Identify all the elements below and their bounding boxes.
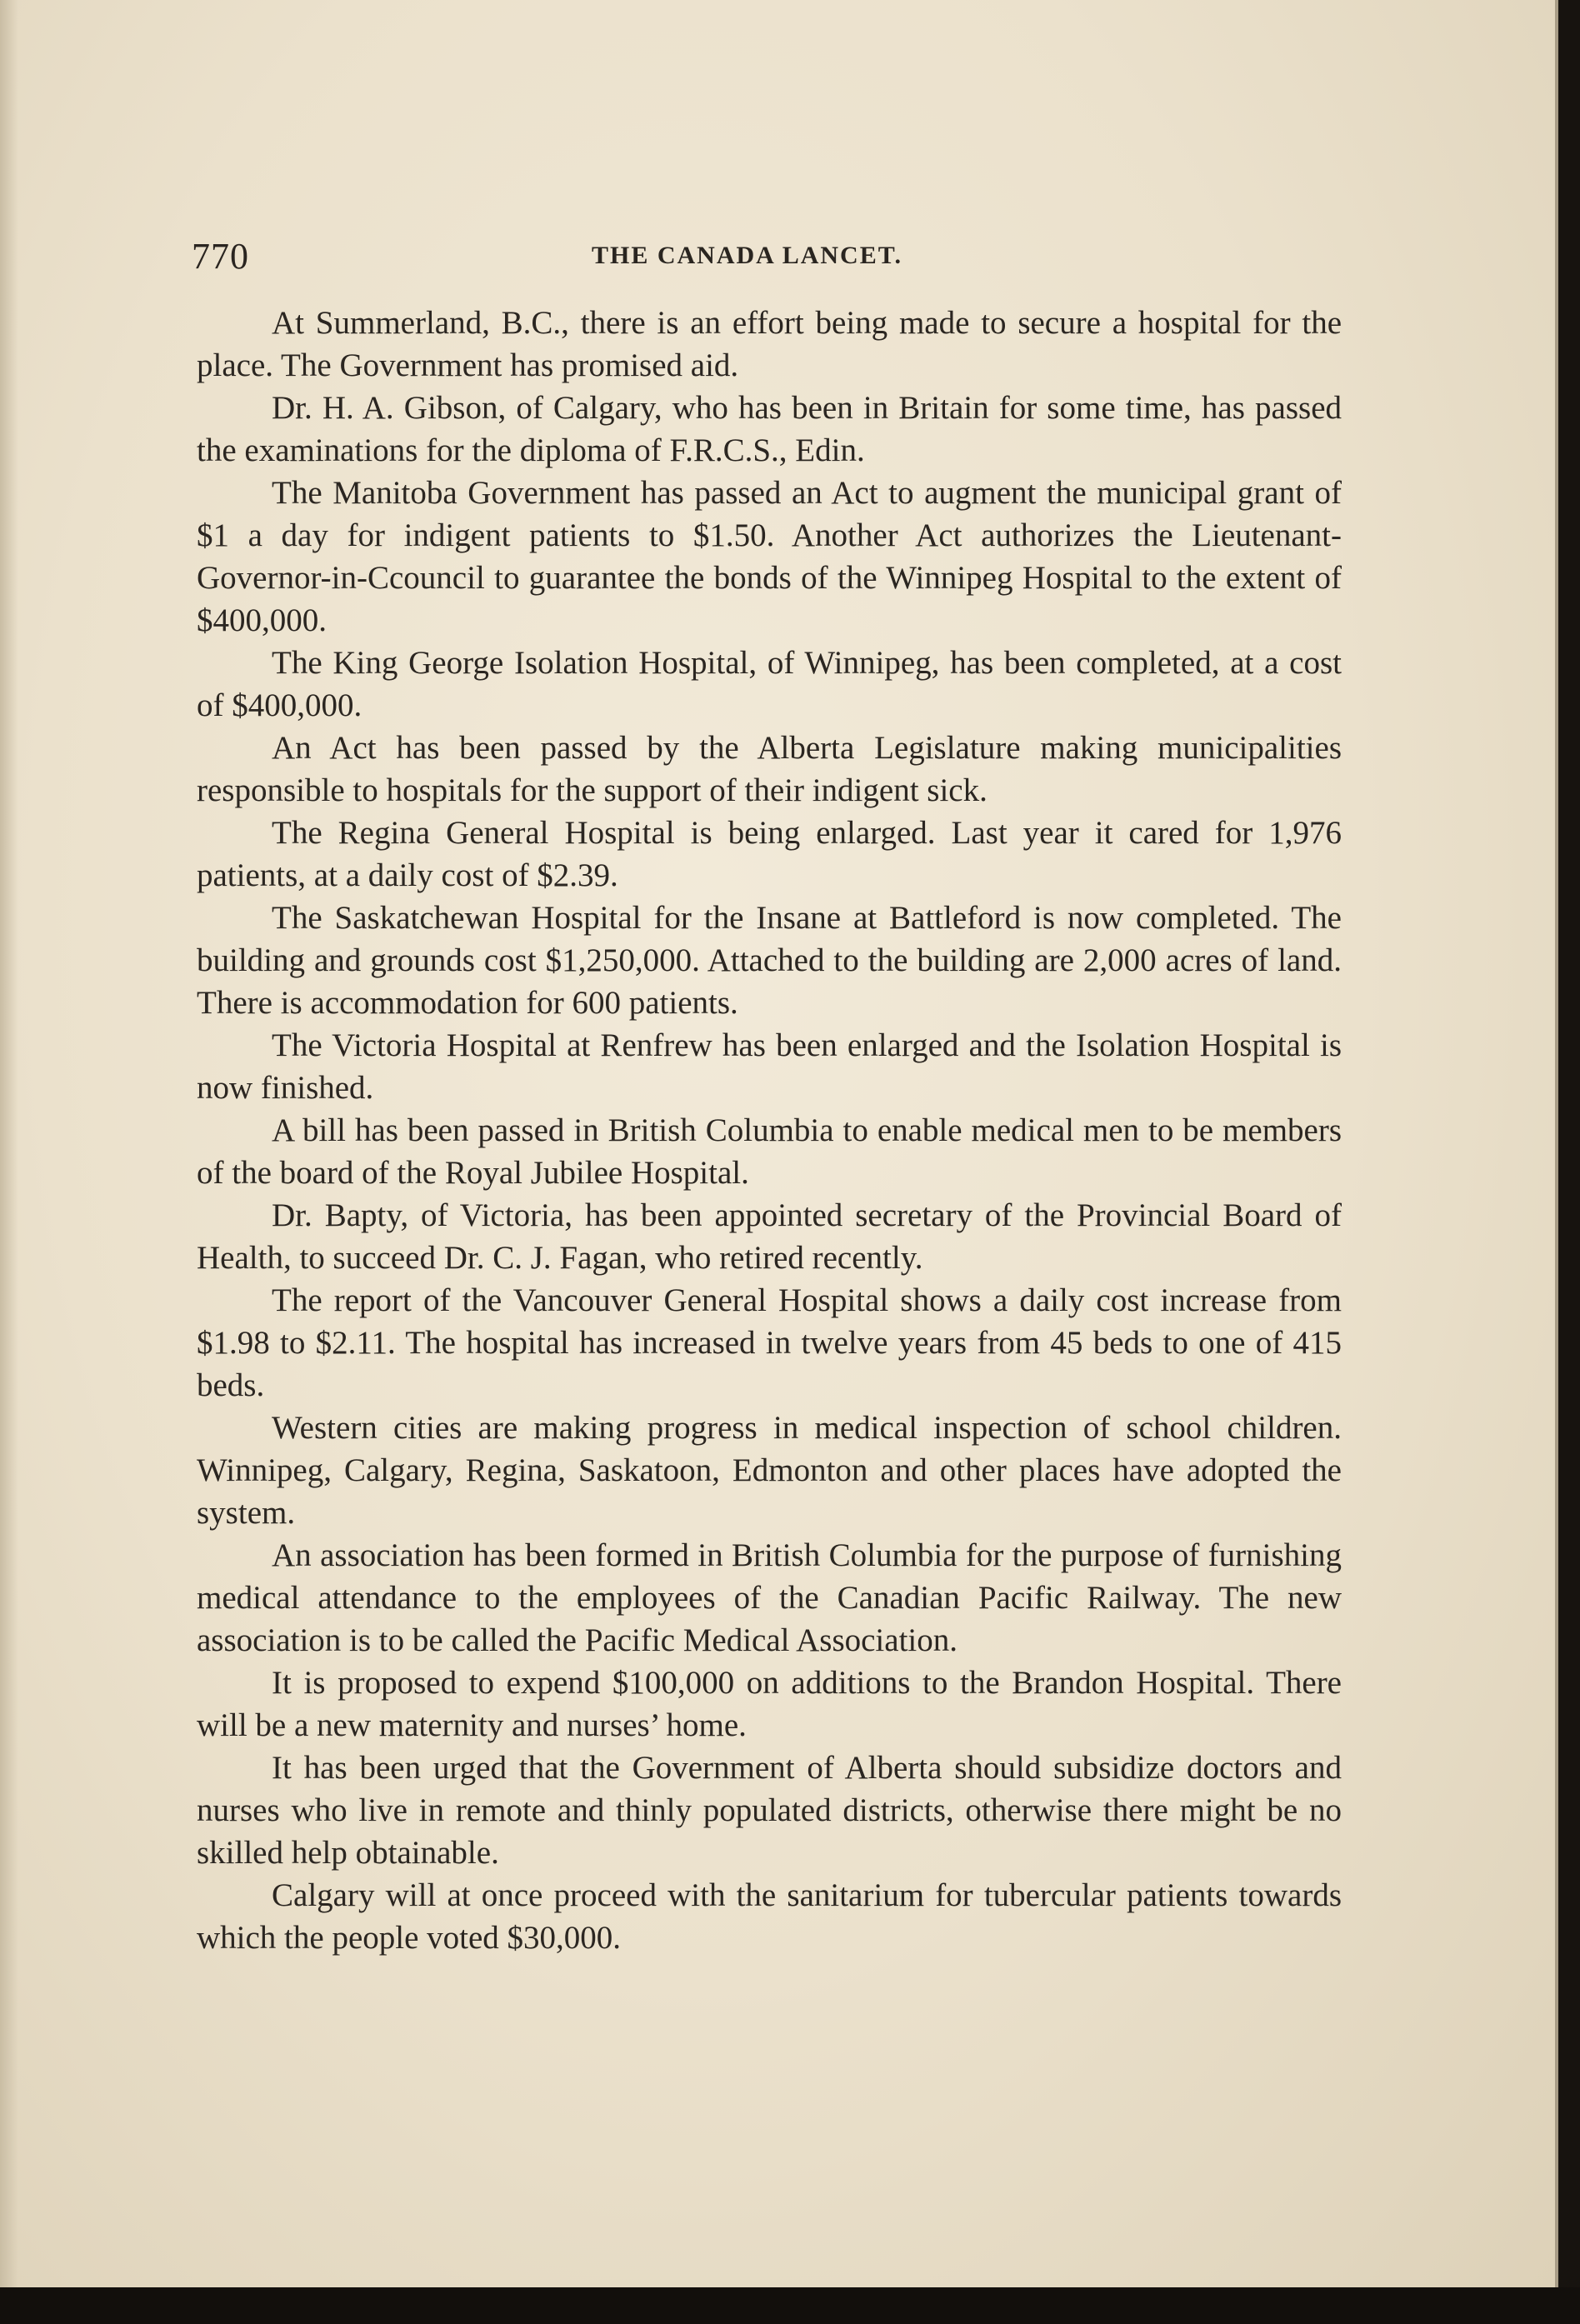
paragraph: Western cities are making progress in medical inspection of school children. Winnipeg, Calgary, Regina, Saskatoon, Edmonton and other places have adopted the system. (197, 1410, 1342, 1531)
page-header (192, 235, 1342, 285)
scan-background (0, 2287, 1580, 2324)
paragraph: The Regina General Hospital is being enlarged. Last year it cared for 1,976 patients, at a daily cost of $2.39. (197, 815, 1342, 893)
paragraph: The Victoria Hospital at Renfrew has been enlarged and the Isolation Hospital is now finished. (197, 1027, 1342, 1106)
paragraph: An association has been formed in British Columbia for the purpose of furnishing medical attendance to the employees of the Canadian Pacific Railway. The new association is to be called the Pacific Medical Association. (197, 1537, 1342, 1658)
paragraph: At Summerland, B.C., there is an effort being made to secure a hospital for the place. The Government has promised aid. (197, 305, 1342, 383)
paragraph: The King George Isolation Hospital, of Winnipeg, has been completed, at a cost of $400,000. (197, 645, 1342, 723)
paragraph: Calgary will at once proceed with the sanitarium for tubercular patients towards which the people voted $30,000. (197, 1877, 1342, 1956)
running-title: THE CANADA LANCET. (592, 242, 902, 269)
paragraph: A bill has been passed in British Columbia to enable medical men to be members of the board of the Royal Jubilee Hospital. (197, 1112, 1342, 1191)
paragraph: The report of the Vancouver General Hospital shows a daily cost increase from $1.98 to $2.11. The hospital has increased in twelve years from 45 beds to one of 415 beds. (197, 1282, 1342, 1403)
article-body (197, 302, 1342, 1959)
paragraph: It has been urged that the Government of Alberta should subsidize doctors and nurses who live in remote and thinly populated districts, otherwise there might be no skilled help obtainable. (197, 1750, 1342, 1871)
page-number: 770 (192, 236, 249, 277)
gutter-shadow (0, 0, 18, 2287)
paragraph: The Saskatchewan Hospital for the Insane at Battleford is now completed. The building and grounds cost $1,250,000. Attached to the building are 2,000 acres of land. There is accommodation for 600 patients. (197, 900, 1342, 1021)
paragraph: It is proposed to expend $100,000 on additions to the Brandon Hospital. There will be a new maternity and nurses’ home. (197, 1665, 1342, 1743)
paragraph: The Manitoba Government has passed an Act to augment the municipal grant of $1 a day for indigent patients to $1.50. Another Act authorizes the Lieutenant-Governor-in-Ccouncil to guarantee the bonds of the Winnipeg Hospital to the extent of $400,000. (197, 475, 1342, 638)
paragraph: Dr. Bapty, of Victoria, has been appointed secretary of the Provincial Board of Health, to succeed Dr. C. J. Fagan, who retired recently. (197, 1197, 1342, 1276)
paragraph: An Act has been passed by the Alberta Legislature making municipalities responsible to hospitals for the support of their indigent sick. (197, 730, 1342, 808)
paragraph: Dr. H. A. Gibson, of Calgary, who has been in Britain for some time, has passed the examinations for the diploma of F.R.C.S., Edin. (197, 390, 1342, 468)
